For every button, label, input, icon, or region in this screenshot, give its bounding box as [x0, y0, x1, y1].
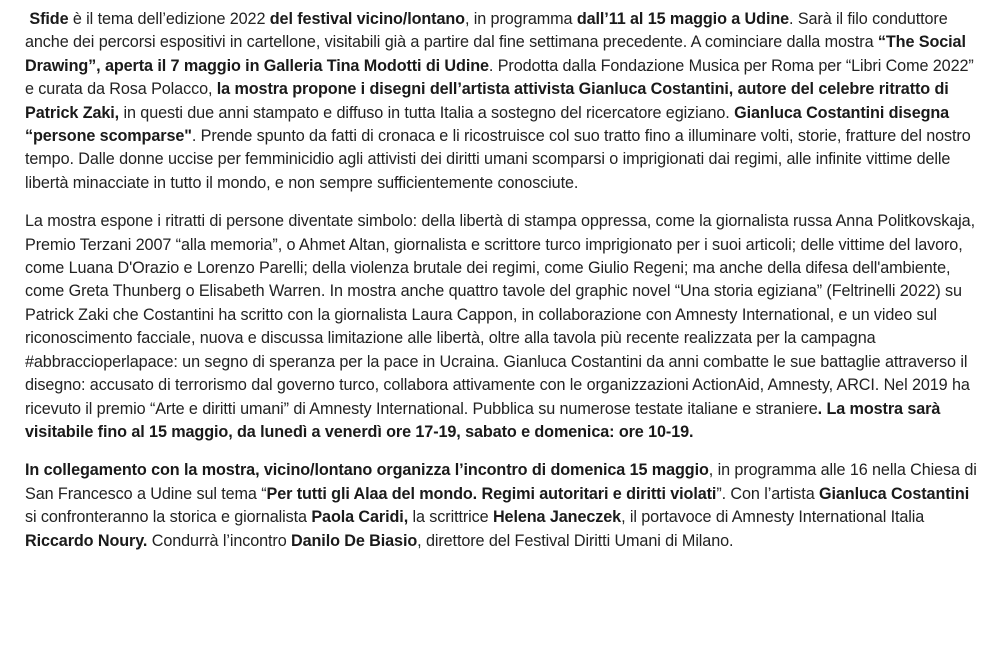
speaker-name: Gianluca Costantini	[819, 484, 970, 503]
text: è il tema dell’edizione 2022	[68, 10, 270, 28]
festival-name: del festival vicino/lontano	[269, 10, 465, 28]
exhibition-description: la mostra propone i disegni dell’artista attivista Gianluca Costantini, autore del celebre ritratto di Patrick Zaki,	[25, 80, 949, 122]
speaker-name: Helena Janeczek	[492, 508, 622, 527]
text: Condurrà l’incontro	[147, 531, 292, 550]
artist-statement: Gianluca Costantini disegna “persone scomparse"	[25, 103, 950, 146]
text: , in programma alle 16 nella Chiesa di San Francesco a Udine sul tema “	[25, 461, 977, 503]
text: la scrittrice	[408, 508, 493, 527]
paragraph-event	[25, 459, 981, 553]
text: . Prende spunto da fatti di cronaca e li ricostruisce col suo tratto fino a illuminare volti, storie, fratture del nostro tempo. Dalle donne uccise per femminicidio agli attivisti dei diritti umani scomparsi o imprigionati dai regimi, alle infinite vittime delle libertà minacciate in tutto il mondo, e non sempre sufficientemente conosciute.	[25, 127, 971, 192]
speaker-name: Riccardo Noury.	[25, 531, 148, 550]
speaker-name: Paola Caridi,	[311, 508, 409, 527]
text: , in programma	[464, 10, 577, 28]
festival-theme: Sfide	[29, 10, 69, 28]
text: . Prodotta dalla Fondazione Musica per Roma per “Libri Come 2022” e curata da Rosa Polacco,	[25, 56, 974, 99]
event-intro: In collegamento con la mostra, vicino/lontano organizza l’incontro di domenica 15 maggio	[25, 461, 709, 480]
text: La mostra espone i ritratti di persone diventate simbolo: della libertà di stampa oppressa, come la giornalista russa Anna Politkovskaja, Premio Terzani 2007 “alla memoria”, o Ahmet Altan, giornalista e scrittore turco imprigionato per i suoi articoli; delle vittime del lavoro, come Luana D'Orazio e Lorenzo Parelli; della violenza brutale dei regimi, come Giulio Regeni; ma anche della difesa dell'ambiente, come Greta Thunberg o Elisabeth Warren. In mostra anche quattro tavole del graphic novel “Una storia egiziana” (Feltrinelli 2022) su Patrick Zaki che Costantini ha scritto con la giornalista Laura Cappon, in collaborazione con Amnesty International, e un video sul riconoscimento facciale, nuova e discussa limitazione alle libertà, oltre alla tavola più recente realizzata per la campagna #abbraccioperlapace: un segno di speranza per la pace in Ucraina. Gianluca Costantini da anni combatte le sue battaglie attraverso il disegno: accusato di terrorismo dal governo turco, collabora attivamente con le organizzazioni ActionAid, Amnesty, ARCI. Nel 2019 ha ricevuto il premio “Arte e diritti umani” di Amnesty International. Pubblica su numerose testate italiane e straniere	[25, 212, 975, 418]
text: , il portavoce di Amnesty International Italia	[621, 508, 925, 527]
paragraph-intro	[25, 8, 981, 195]
paragraph-exhibition	[25, 210, 981, 444]
text: in questi due anni stampato e diffuso in tutta Italia a sostegno del ricercatore egiziano.	[119, 103, 735, 122]
event-title: Per tutti gli Alaa del mondo. Regimi autoritari e diritti violati	[266, 484, 717, 503]
moderator-name: Danilo De Biasio	[291, 531, 418, 550]
festival-dates: dall’11 al 15 maggio a Udine	[576, 10, 790, 28]
text: ”. Con l’artista	[716, 484, 819, 503]
exhibition-title: “The Social Drawing”, aperta il 7 maggio in Galleria Tina Modotti di Udine	[25, 33, 966, 75]
exhibition-hours: . La mostra sarà visitabile fino al 15 maggio, da lunedì a venerdì ore 17-19, sabato e domenica: ore 10-19.	[25, 399, 941, 441]
text: . Sarà il filo conduttore anche dei percorsi espositivi in cartellone, visitabili già a partire dal fine settimana precedente. A cominciare dalla mostra	[25, 10, 948, 52]
text: si confronteranno la storica e giornalista	[25, 508, 312, 527]
text: , direttore del Festival Diritti Umani di Milano.	[417, 531, 734, 550]
